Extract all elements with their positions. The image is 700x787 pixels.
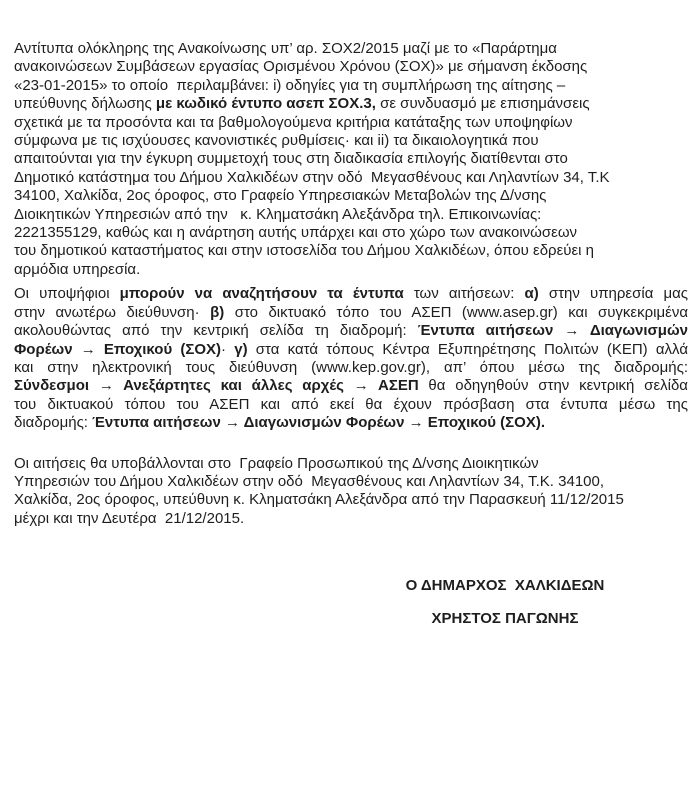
text-line: μέχρι και την Δευτέρα 21/12/2015.	[14, 509, 245, 527]
text-line: σύμφωνα με τις ισχύουσες κανονιστικές ρυθμίσεις· και ii) τα δικαιολογητικά που	[14, 132, 539, 150]
text-line: διαδρομής: Έντυπα αιτήσεων → Διαγωνισμών Φορέων → Εποχικού (ΣΟΧ).	[14, 414, 546, 432]
text-line: ανακοινώσεων Συμβάσεων εργασίας Ορισμένου Χρόνου (ΣΟΧ)» με σήμανση έκδοσης	[14, 58, 588, 76]
text-line: του δημοτικού καταστήματος και στην ιστοσελίδα του Δήμου Χαλκιδέων, όπου εδρεύει η	[14, 242, 595, 260]
document-body	[14, 40, 688, 628]
signature-title: Ο ΔΗΜΑΡΧΟΣ ΧΑΛΚΙΔΕΩΝ	[405, 577, 605, 595]
text-line: Διοικητικών Υπηρεσιών από την κ. Κληματσάκη Αλεξάνδρα τηλ. Επικοινωνίας:	[14, 205, 542, 223]
document-paragraphs	[14, 40, 688, 528]
text-line: ακολουθώντας από την κεντρική σελίδα τη διαδρομή: Έντυπα αιτήσεων → Διαγωνισμών	[14, 322, 689, 340]
text-line: αρμόδια υπηρεσία.	[14, 260, 141, 278]
text-line: Χαλκίδα, 2ος όροφος, υπεύθυνη κ. Κληματσάκη Αλεξάνδρα από την Παρασκευή 11/12/2015	[14, 491, 624, 509]
text-line: 2221355129, καθώς και η ανάρτηση αυτής υπάρχει και στο χώρο των ανακοινώσεων	[14, 224, 578, 242]
text-line: «23-01-2015» το οποίο περιλαμβάνει: i) οδηγίες για τη συμπλήρωση της αίτησης –	[14, 76, 566, 94]
paragraph-2	[14, 285, 688, 432]
text-line: στην ανωτέρω διεύθυνση· β) στο δικτυακό τόπο του ΑΣΕΠ (www.asep.gr) και συγκεκριμένα	[14, 303, 688, 321]
signature-block	[320, 577, 690, 628]
text-line: σχετικά με τα προσόντα και τα βαθμολογούμενα κριτήρια κατάταξης των υποψηφίων	[14, 113, 573, 131]
signature-name: ΧΡΗΣΤΟΣ ΠΑΓΩΝΗΣ	[431, 609, 579, 627]
paragraph-3	[14, 455, 688, 529]
text-line: Οι υποψήφιοι μπορούν να αναζητήσουν τα έντυπα των αιτήσεων: α) στην υπηρεσία μας	[14, 285, 689, 303]
text-line: 34100, Χαλκίδα, 2ος όροφος, στο Γραφείο Υπηρεσιακών Μεταβολών της Δ/νσης	[14, 187, 547, 205]
text-line: απαιτούνται για την έγκυρη συμμετοχή τους στη διαδικασία επιλογής διατίθενται στο	[14, 150, 568, 168]
text-line: και στην ηλεκτρονική τους διεύθυνση (www.kep.gov.gr), απ’ όπου μέσω της διαδρομής:	[14, 358, 688, 376]
paragraph-1	[14, 40, 688, 279]
text-line: του δικτυακού τόπου του ΑΣΕΠ και από εκεί θα έχουν πρόσβαση στα έντυπα μέσω της	[14, 395, 688, 413]
text-line: υπεύθυνης δήλωσης με κωδικό έντυπο ασεπ ΣΟΧ.3, σε συνδυασμό με επισημάνσεις	[14, 95, 590, 113]
text-line: Αντίτυπα ολόκληρης της Ανακοίνωσης υπ’ αρ. ΣΟΧ2/2015 μαζί με το «Παράρτημα	[14, 40, 557, 57]
text-line: Σύνδεσμοι → Ανεξάρτητες και άλλες αρχές → ΑΣΕΠ θα οδηγηθούν στην κεντρική σελίδα	[14, 377, 688, 395]
text-line: Δημοτικό κατάστημα του Δήμου Χαλκιδέων στην οδό Μεγασθένους και Ληλαντίων 34, Τ.Κ	[14, 168, 610, 186]
text-line: Υπηρεσιών του Δήμου Χαλκιδέων στην οδό Μεγασθένους και Ληλαντίων 34, Τ.Κ. 34100,	[14, 472, 605, 490]
text-line: Φορέων → Εποχικού (ΣΟΧ)· γ) στα κατά τόπους Κέντρα Εξυπηρέτησης Πολιτών (ΚΕΠ) αλλά	[14, 340, 688, 358]
text-line: Οι αιτήσεις θα υποβάλλονται στο Γραφείο Προσωπικού της Δ/νσης Διοικητικών	[14, 454, 539, 472]
